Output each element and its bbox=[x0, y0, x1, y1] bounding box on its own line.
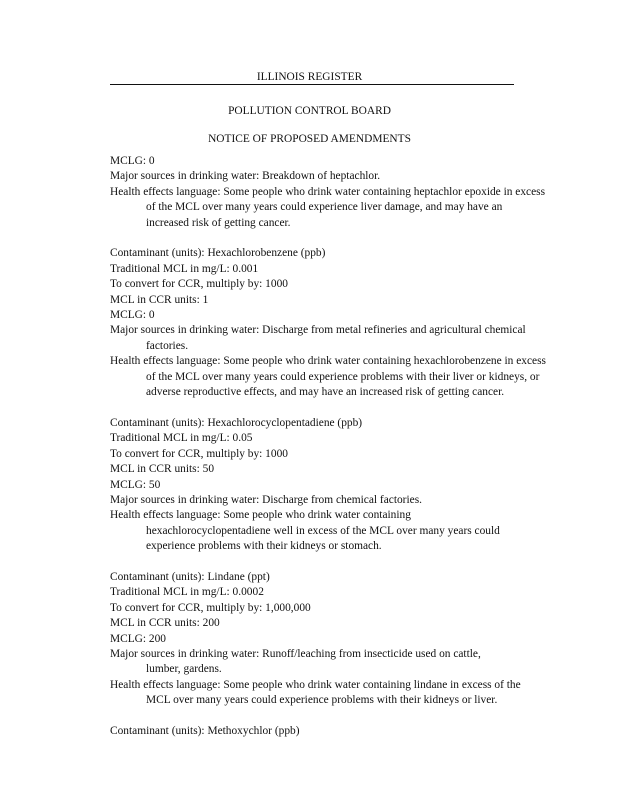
board-name: POLLUTION CONTROL BOARD bbox=[228, 105, 391, 117]
heptachlor-epoxide-sources: Major sources in drinking water: Breakdown of heptachlor. bbox=[110, 170, 381, 183]
notice-title: NOTICE OF PROPOSED AMENDMENTS bbox=[208, 133, 411, 145]
hexachlorocyclopentadiene-traditional-mcl: Traditional MCL in mg/L: 0.05 bbox=[110, 432, 253, 445]
hexachlorocyclopentadiene-mclg: MCLG: 50 bbox=[110, 478, 161, 491]
lindane-mcl-ccr: MCL in CCR units: 200 bbox=[110, 617, 220, 630]
spacer bbox=[110, 231, 546, 246]
lindane-mclg: MCLG: 200 bbox=[110, 632, 167, 645]
hexachlorobenzene-mcl-ccr: MCL in CCR units: 1 bbox=[110, 293, 209, 306]
spacer bbox=[110, 400, 546, 415]
heptachlor-epoxide-mclg: MCLG: 0 bbox=[110, 155, 155, 167]
hexachlorobenzene-mclg: MCLG: 0 bbox=[110, 309, 155, 322]
hexachlorobenzene-health: Health effects language: Some people who drink water containing hexachlorobenzene in excess of the MCL over many years could experience problems with their liver or kidneys, or adverse reproductive effects, and may have an increased risk of getting cancer. bbox=[110, 355, 546, 399]
lindane-health: Health effects language: Some people who drink water containing lindane in excess of the MCL over many years could experience problems with their kidneys or liver. bbox=[110, 678, 521, 707]
hexachlorocyclopentadiene-contaminant: Contaminant (units): Hexachlorocyclopentadiene (ppb) bbox=[110, 416, 363, 429]
methoxychlor-contaminant: Contaminant (units): Methoxychlor (ppb) bbox=[110, 724, 300, 737]
lindane-contaminant: Contaminant (units): Lindane (ppt) bbox=[110, 570, 270, 583]
spacer bbox=[110, 555, 546, 570]
heptachlor-epoxide-health: Health effects language: Some people who drink water containing heptachlor epoxide in excess of the MCL over many years could experience liver damage, and may have an increased risk of getting cancer. bbox=[110, 185, 546, 229]
hexachlorobenzene-traditional-mcl: Traditional MCL in mg/L: 0.001 bbox=[110, 262, 259, 275]
lindane-convert: To convert for CCR, multiply by: 1,000,000 bbox=[110, 601, 311, 614]
document-body bbox=[110, 154, 546, 739]
header-rule bbox=[110, 84, 514, 85]
spacer bbox=[110, 709, 546, 724]
hexachlorocyclopentadiene-mcl-ccr: MCL in CCR units: 50 bbox=[110, 463, 215, 476]
hexachlorocyclopentadiene-convert: To convert for CCR, multiply by: 1000 bbox=[110, 447, 288, 460]
hexachlorocyclopentadiene-sources: Major sources in drinking water: Discharge from chemical factories. bbox=[110, 493, 422, 506]
hexachlorobenzene-contaminant: Contaminant (units): Hexachlorobenzene (ppb) bbox=[110, 247, 326, 260]
lindane-traditional-mcl: Traditional MCL in mg/L: 0.0002 bbox=[110, 586, 264, 599]
register-title: ILLINOIS REGISTER bbox=[256, 71, 363, 83]
hexachlorobenzene-sources: Major sources in drinking water: Discharge from metal refineries and agricultural chemical factories. bbox=[110, 324, 526, 352]
hexachlorobenzene-convert: To convert for CCR, multiply by: 1000 bbox=[110, 278, 288, 291]
lindane-sources: Major sources in drinking water: Runoff/leaching from insecticide used on cattle, lumber, gardens. bbox=[110, 647, 481, 676]
hexachlorocyclopentadiene-health: Health effects language: Some people who drink water containing hexachlorocyclopentadiene well in excess of the MCL over many years could experience problems with their kidneys or stomach. bbox=[110, 509, 500, 553]
